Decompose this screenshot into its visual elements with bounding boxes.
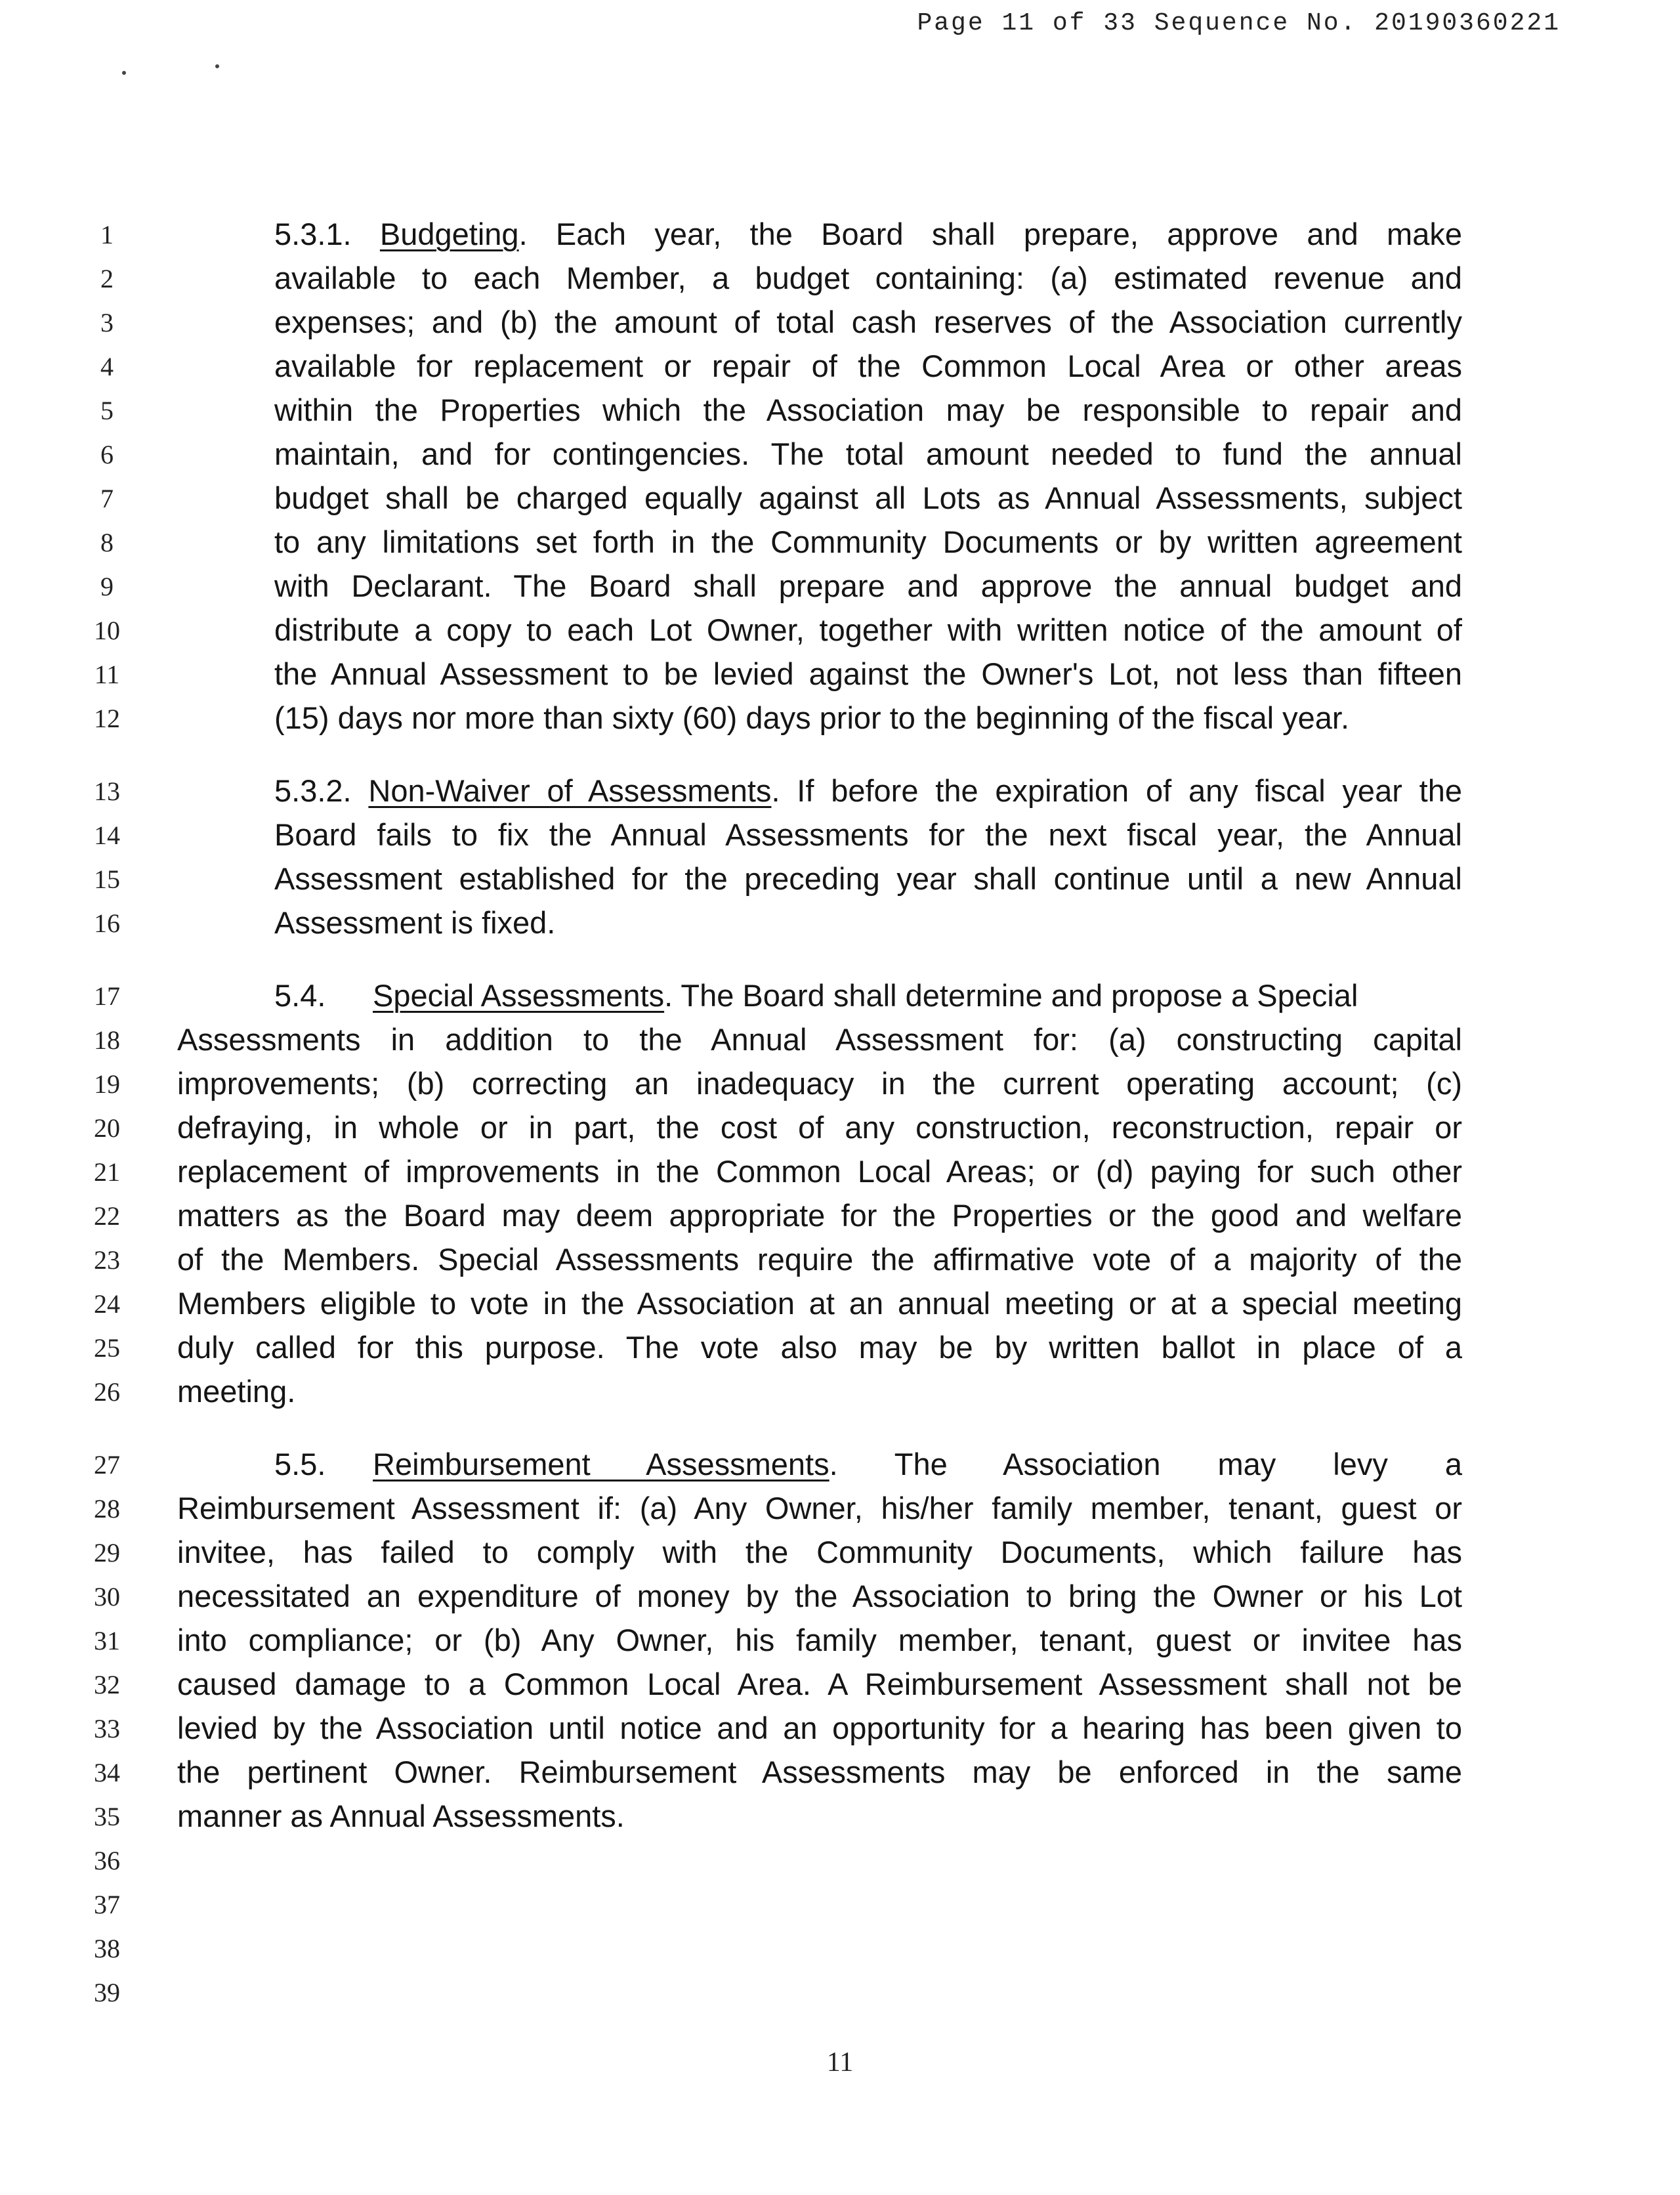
line-number: 1: [100, 220, 114, 249]
section-title: Reimbursement Assessments: [373, 1447, 830, 1481]
text-line: defraying, in whole or in part, the cost of any construction, reconstruction, repair or: [177, 1110, 1462, 1145]
text-line: caused damage to a Common Local Area. A Reimbursement Assessment shall not be: [177, 1667, 1462, 1701]
line-number: 24: [94, 1289, 120, 1319]
text-line: duly called for this purpose. The vote also may be by written ballot in place of a: [177, 1330, 1462, 1365]
text-line: maintain, and for contingencies. The total amount needed to fund the annual: [274, 437, 1462, 471]
line-number: 16: [94, 908, 120, 938]
line-number: 11: [94, 660, 120, 689]
text-line: of the Members. Special Assessments require the affirmative vote of a majority of the: [177, 1242, 1462, 1277]
line-number: 10: [94, 616, 120, 645]
text-line: (15) days nor more than sixty (60) days prior to the beginning of the fiscal year.: [274, 700, 1350, 735]
text-line: matters as the Board may deem appropriate for the Properties or the good and welfare: [177, 1198, 1462, 1233]
line-number: 12: [94, 704, 120, 733]
text-line: invitee, has failed to comply with the Community Documents, which failure has: [177, 1535, 1462, 1569]
text-line: distribute a copy to each Lot Owner, together with written notice of the amount of: [274, 612, 1462, 647]
section-number: 5.4.: [274, 978, 326, 1013]
text-line: necessitated an expenditure of money by the Association to bring the Owner or his Lot: [177, 1579, 1462, 1613]
text-line: levied by the Association until notice and an opportunity for a hearing has been given to: [177, 1711, 1462, 1745]
line-number: 6: [100, 440, 114, 469]
line-number: 13: [94, 777, 120, 806]
line-number: 19: [94, 1069, 120, 1099]
text-line: replacement of improvements in the Common Local Areas; or (d) paying for such other: [177, 1154, 1462, 1189]
line-number: 35: [94, 1802, 120, 1831]
line-number: 17: [94, 981, 120, 1011]
text-line: Reimbursement Assessment if: (a) Any Owner, his/her family member, tenant, guest or: [177, 1491, 1462, 1525]
text-line: Assessment established for the preceding year shall continue until a new Annual: [274, 861, 1462, 896]
line-number: 22: [94, 1201, 120, 1231]
line-number: 39: [94, 1978, 120, 2007]
line-number: 21: [94, 1157, 120, 1187]
page-number-footer: 11: [826, 2047, 854, 2078]
line-number: 20: [94, 1113, 120, 1143]
section-title: Special Assessments: [373, 978, 665, 1013]
line-number: 32: [94, 1670, 120, 1699]
text-line: with Declarant. The Board shall prepare and approve the annual budget and: [274, 568, 1462, 603]
text-line: to any limitations set forth in the Community Documents or by written agreement: [274, 524, 1462, 559]
line-number: 15: [94, 864, 120, 894]
line-number: 4: [100, 352, 114, 381]
page-header: Page 11 of 33 Sequence No. 20190360221: [917, 9, 1561, 37]
text-line: the Annual Assessment to be levied against the Owner's Lot, not less than fifteen: [274, 656, 1462, 691]
text-line: [274, 978, 1462, 1013]
text-line: available for replacement or repair of the Common Local Area or other areas: [274, 349, 1462, 383]
text-line: manner as Annual Assessments.: [177, 1799, 625, 1833]
line-number: 18: [94, 1025, 120, 1055]
text-line: Assessments in addition to the Annual Assessment for: (a) constructing capital: [177, 1022, 1462, 1057]
line-number: 7: [100, 484, 114, 513]
text-line: meeting.: [177, 1374, 296, 1409]
line-number: 9: [100, 572, 114, 601]
section-lead-text: . Each year, the Board shall prepare, approve and make: [518, 217, 1462, 251]
line-number: 23: [94, 1245, 120, 1275]
line-number: 26: [94, 1377, 120, 1407]
section-number: 5.3.1.: [274, 217, 352, 251]
line-number: 31: [94, 1626, 120, 1655]
section-number: 5.3.2.: [274, 773, 352, 808]
line-number: 38: [94, 1934, 120, 1963]
text-line: Assessment is fixed.: [274, 905, 556, 940]
line-number: 36: [94, 1846, 120, 1875]
line-number: 8: [100, 528, 114, 557]
text-line: within the Properties which the Association may be responsible to repair and: [274, 393, 1462, 427]
line-number: 3: [100, 308, 114, 337]
line-number: 33: [94, 1714, 120, 1743]
text-line: available to each Member, a budget containing: (a) estimated revenue and: [274, 261, 1462, 295]
text-line: expenses; and (b) the amount of total cash reserves of the Association currently: [274, 305, 1462, 339]
text-line: budget shall be charged equally against all Lots as Annual Assessments, subject: [274, 480, 1462, 515]
line-number: 14: [94, 820, 120, 850]
text-line: the pertinent Owner. Reimbursement Assessments may be enforced in the same: [177, 1755, 1462, 1789]
section-lead-text: . The Board shall determine and propose a Special: [664, 978, 1358, 1013]
text-line: [274, 773, 1462, 809]
section-lead-text: . If before the expiration of any fiscal year the: [771, 773, 1462, 808]
text-line: [274, 217, 1462, 252]
line-numbers: [77, 0, 143, 2195]
section-number: 5.5.: [274, 1447, 326, 1481]
text-line: Members eligible to vote in the Association at an annual meeting or at a special meeting: [177, 1286, 1462, 1321]
text-line: [274, 1447, 1462, 1482]
section-title: Non-Waiver of Assessments: [368, 773, 772, 808]
section-lead-text: . The Association may levy a: [829, 1447, 1462, 1481]
text-line: improvements; (b) correcting an inadequacy in the current operating account; (c): [177, 1066, 1462, 1101]
line-number: 5: [100, 396, 114, 425]
line-number: 2: [100, 264, 114, 293]
line-number: 27: [94, 1450, 120, 1480]
line-number: 34: [94, 1758, 120, 1787]
line-number: 29: [94, 1538, 120, 1567]
scan-speck: [215, 64, 219, 68]
line-number: 25: [94, 1333, 120, 1363]
line-number: 37: [94, 1890, 120, 1919]
text-line: Board fails to fix the Annual Assessments for the next fiscal year, the Annual: [274, 817, 1462, 852]
section-title: Budgeting: [379, 217, 519, 251]
line-number: 28: [94, 1494, 120, 1524]
line-number: 30: [94, 1582, 120, 1611]
text-line: into compliance; or (b) Any Owner, his family member, tenant, guest or invitee has: [177, 1623, 1462, 1657]
